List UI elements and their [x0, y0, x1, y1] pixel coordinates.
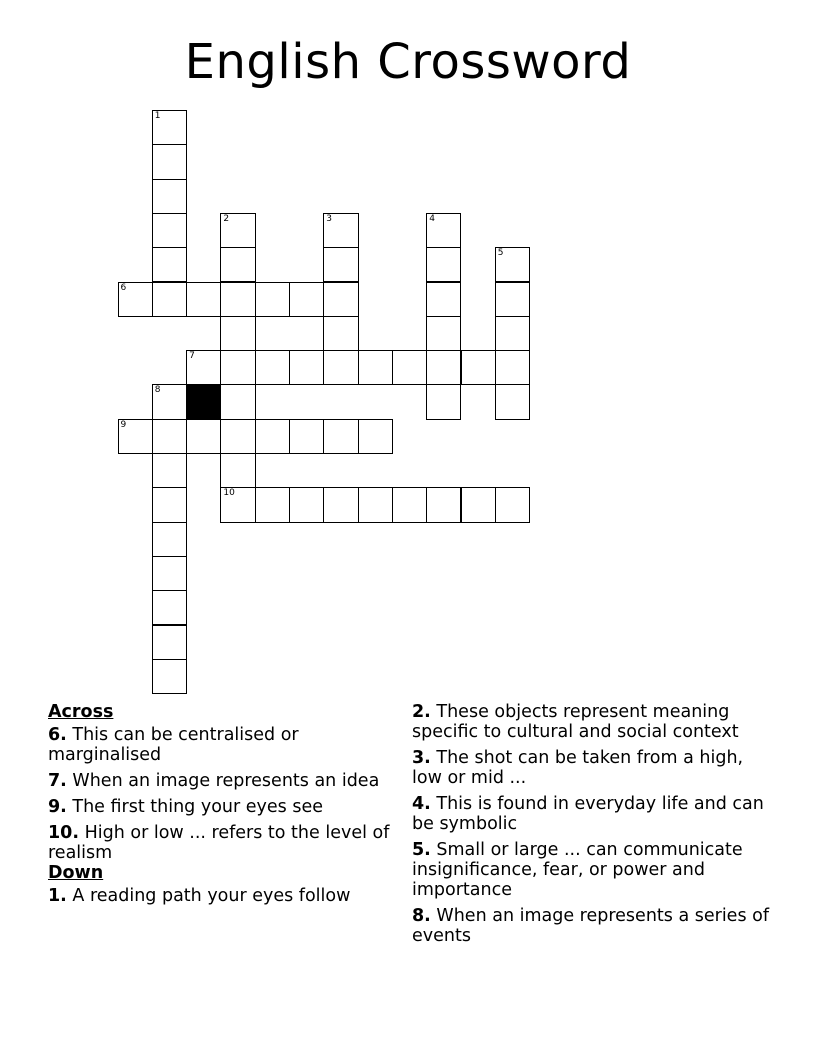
crossword-cell[interactable] [392, 350, 427, 385]
crossword-cell[interactable] [152, 144, 187, 179]
crossword-cell[interactable] [461, 487, 496, 522]
crossword-cell[interactable] [220, 213, 255, 248]
crossword-cell[interactable] [358, 350, 393, 385]
crossword-cell[interactable] [186, 350, 221, 385]
crossword-cell[interactable] [220, 282, 255, 317]
cell-number: 1 [154, 111, 161, 121]
crossword-cell[interactable] [220, 350, 255, 385]
crossword-cell[interactable] [392, 487, 427, 522]
crossword-cell[interactable] [152, 659, 187, 694]
crossword-cell[interactable] [323, 316, 358, 351]
clues-column-left [48, 702, 398, 912]
crossword-cell[interactable] [220, 453, 255, 488]
clue-text: A reading path your eyes follow [72, 886, 351, 906]
crossword-cell[interactable] [289, 419, 324, 454]
crossword-cell[interactable] [255, 487, 290, 522]
down-clue-3 [412, 748, 772, 788]
crossword-cell[interactable] [152, 247, 187, 282]
clue-number: 1. [48, 886, 67, 906]
crossword-cell[interactable] [495, 384, 530, 419]
down-clue-8 [412, 906, 772, 946]
clue-text: This can be centralised or marginalised [48, 725, 299, 765]
crossword-cell[interactable] [255, 419, 290, 454]
crossword-cell[interactable] [220, 247, 255, 282]
crossword-cell[interactable] [426, 282, 461, 317]
crossword-cell[interactable] [186, 419, 221, 454]
crossword-cell[interactable] [289, 350, 324, 385]
crossword-cell[interactable] [220, 316, 255, 351]
clue-text: This is found in everyday life and can be symbolic [412, 794, 764, 834]
crossword-cell[interactable] [495, 350, 530, 385]
clue-text: When an image represents an idea [72, 771, 380, 791]
clue-number: 10. [48, 823, 80, 843]
crossword-cell[interactable] [152, 590, 187, 625]
crossword-cell[interactable] [426, 384, 461, 419]
crossword-cell[interactable] [289, 487, 324, 522]
down-clue-2 [412, 702, 772, 742]
crossword-cell[interactable] [323, 487, 358, 522]
crossword-cell[interactable] [323, 247, 358, 282]
crossword-cell[interactable] [152, 419, 187, 454]
crossword-cell[interactable] [323, 213, 358, 248]
down-clue-5 [412, 840, 772, 900]
cell-number: 6 [120, 282, 127, 293]
cell-number: 5 [497, 248, 504, 259]
cell-number: 3 [326, 213, 333, 224]
clue-number: 4. [412, 794, 431, 814]
crossword-cell[interactable] [289, 282, 324, 317]
crossword-cell[interactable] [495, 316, 530, 351]
across-clue-7 [48, 771, 398, 791]
clue-number: 9. [48, 797, 67, 817]
crossword-cell[interactable] [358, 419, 393, 454]
crossword-cell[interactable] [426, 213, 461, 248]
clue-text: High or low ... refers to the level of realism [48, 823, 390, 863]
clue-number: 7. [48, 771, 67, 791]
crossword-cell[interactable] [152, 453, 187, 488]
crossword-cell[interactable] [152, 487, 187, 522]
cell-number: 4 [429, 213, 435, 224]
clue-number: 8. [412, 906, 431, 926]
cell-number: 8 [154, 385, 161, 396]
crossword-cell[interactable] [495, 247, 530, 282]
crossword-cell[interactable] [118, 282, 153, 317]
across-heading: Across [48, 702, 114, 722]
crossword-cell[interactable] [358, 487, 393, 522]
clue-text: Small or large ... can communicate insignificance, fear, or power and importance [412, 840, 743, 900]
crossword-cell[interactable] [426, 350, 461, 385]
clue-number: 2. [412, 702, 431, 722]
across-clue-9 [48, 797, 398, 817]
crossword-cell[interactable] [495, 282, 530, 317]
crossword-cell[interactable] [118, 419, 153, 454]
crossword-cell[interactable] [152, 625, 187, 660]
crossword-cell[interactable] [220, 419, 255, 454]
crossword-cell[interactable] [426, 247, 461, 282]
clue-number: 5. [412, 840, 431, 860]
down-heading: Down [48, 863, 104, 883]
crossword-cell[interactable] [255, 350, 290, 385]
crossword-cell[interactable] [220, 487, 255, 522]
across-clue-6 [48, 725, 398, 765]
crossword-cell[interactable] [152, 110, 187, 145]
cell-number: 7 [189, 351, 195, 362]
crossword-cell[interactable] [323, 282, 358, 317]
crossword-cell[interactable] [152, 384, 187, 419]
clue-number: 6. [48, 725, 67, 745]
clue-text: These objects represent meaning specific to cultural and social context [412, 702, 739, 742]
cell-number: 9 [120, 419, 127, 430]
crossword-cell[interactable] [152, 179, 187, 214]
down-clue-1 [48, 886, 398, 906]
crossword-black-cell [186, 384, 221, 419]
crossword-cell[interactable] [152, 556, 187, 591]
crossword-cell[interactable] [152, 213, 187, 248]
clue-number: 3. [412, 748, 431, 768]
page-title: English Crossword [184, 34, 632, 90]
crossword-cell[interactable] [255, 282, 290, 317]
crossword-cell[interactable] [220, 384, 255, 419]
crossword-cell[interactable] [495, 487, 530, 522]
cell-number: 10 [223, 488, 235, 499]
crossword-cell[interactable] [152, 522, 187, 557]
clues-column-right [412, 702, 772, 952]
crossword-cell[interactable] [323, 419, 358, 454]
crossword-cell[interactable] [461, 350, 496, 385]
clue-text: When an image represents a series of events [412, 906, 769, 946]
crossword-cell[interactable] [186, 282, 221, 317]
crossword-cell[interactable] [152, 282, 187, 317]
crossword-cell[interactable] [426, 316, 461, 351]
across-clue-10 [48, 823, 398, 863]
down-clue-4 [412, 794, 772, 834]
clue-text: The shot can be taken from a high, low or mid ... [412, 748, 744, 788]
crossword-cell[interactable] [323, 350, 358, 385]
cell-number: 2 [223, 213, 230, 224]
clue-text: The first thing your eyes see [72, 797, 323, 817]
crossword-cell[interactable] [426, 487, 461, 522]
